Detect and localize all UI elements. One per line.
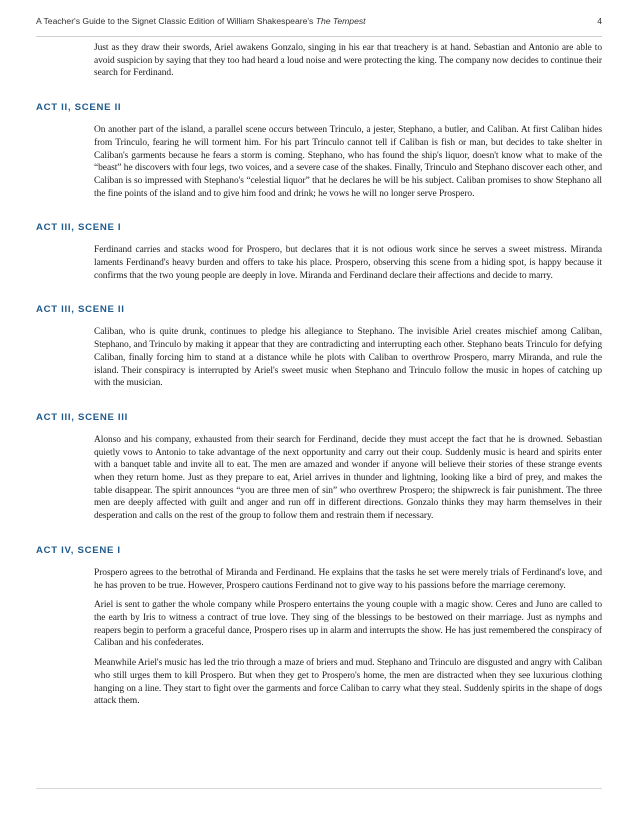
- summary-paragraph: On another part of the island, a parallel scene occurs between Trinculo, a jester, Stephano, a butler, and Caliban. At first Caliban hides from Trinculo, fearing he will torment him. For his part Trinculo cannot tell if Caliban is fish or man, but decides to take shelter in Caliban's garments because he fears a storm is coming. Stephano, who has found the ship's liquor, doesn't know what to make of the “beast” he discovers with four legs, two voices, and a severe case of the shakes. Finally, Trinculo and Stephano discover each other, and Caliban is so impressed with Stephano's “celestial liquor” that he declares he will be his subject. Caliban promises to show Stephano all the fine points of the island and to give him food and drink; he vows he will no longer serve Prospero.: [94, 125, 602, 199]
- section-act2-scene2: [36, 102, 602, 200]
- page-content: [36, 42, 602, 715]
- page-number: 4: [597, 16, 602, 26]
- section-heading: ACT III, SCENE III: [36, 411, 129, 423]
- footer-divider: [36, 788, 602, 789]
- intro-paragraph: Just as they draw their swords, Ariel awakens Gonzalo, singing in his ear that treachery is at hand. Sebastian and Antonio are able to avoid suspicion by saying that they too had heard a loud noise and were protecting the king. The company now decides to continue their search for Ferdinand.: [94, 43, 602, 79]
- section-act3-scene3: [36, 412, 602, 523]
- summary-paragraph: Alonso and his company, exhausted from their search for Ferdinand, decide they must accept the fact that he is drowned. Sebastian quietly vows to Antonio to take advantage of the next opportunity and carry out their coup. Suddenly music is heard and spirits enter with a banquet table and invite all to eat. The men are amazed and wonder if anyone will believe their stories of these strange events when they return home. Just as they prepare to eat, Ariel arrives in thunder and lightning, looking like a bird of prey, and makes the table disappear. The spirit announces “you are three men of sin” who overthrew Prospero; the shipwreck is fair punishment. The three men are deeply affected with guilt and anger and run off in different directions. Gonzalo thinks they may harm themselves in their desperation and calls on the rest of the group to follow them and restrain them if necessary.: [94, 434, 602, 522]
- section-act3-scene2: [36, 304, 602, 390]
- summary-paragraph: Prospero agrees to the betrothal of Miranda and Ferdinand. He explains that the tasks he set were merely trials of Ferdinand's love, and he has proven to be true. However, Prospero cautions Ferdinand not to give way to his passions before the marriage ceremony.: [94, 567, 602, 591]
- document-title: A Teacher's Guide to the Signet Classic Edition of William Shakespeare's The Tempest: [36, 16, 366, 26]
- play-title: The Tempest: [315, 16, 366, 26]
- summary-paragraph: Meanwhile Ariel's music has led the trio through a maze of briers and mud. Stephano and Trinculo are disgusted and angry with Caliban who still urges them to kill Prospero. But when they get to Prospero's home, the men are distracted when they see luxurious clothing hanging on a line. They start to fight over the garments and force Caliban to carry what they steal. Suddenly spirits in the shape of dogs attack them.: [94, 658, 602, 707]
- section-act4-scene1: [36, 545, 602, 708]
- summary-paragraph: Ariel is sent to gather the whole company while Prospero entertains the young couple with a magic show. Ceres and Juno are called to the earth by Iris to witness a contract of true love. They sing of the blessings to be bestowed on their marriage. Just as nymphs and reapers begin to perform a graceful dance, Prospero rises up in alarm and interrupts the show. He has just remembered the conspiracy of Caliban and his confederates.: [94, 600, 602, 649]
- summary-paragraph: Caliban, who is quite drunk, continues to pledge his allegiance to Stephano. The invisible Ariel creates mischief among Caliban, Stephano, and Trinculo by making it appear that they are contradicting and interrupting each other. Stephano beats Trinculo for defying Caliban, finally forcing him to stand at a distance while he plots with Caliban to overthrow Prospero, marry Miranda, and rule the island. Their conspiracy is interrupted by Ariel's sweet music when Stephano and Trinculo follow the music in hopes of catching up with the musician.: [94, 327, 602, 389]
- page-header: [36, 16, 602, 37]
- section-heading: ACT III, SCENE I: [36, 222, 122, 234]
- section-act3-scene1: [36, 222, 602, 282]
- section-heading: ACT II, SCENE II: [36, 102, 122, 114]
- section-heading: ACT III, SCENE II: [36, 304, 125, 316]
- summary-paragraph: Ferdinand carries and stacks wood for Prospero, but declares that it is not odious work since he serves a sweet mistress. Miranda laments Ferdinand's heavy burden and offers to take his place. Prospero, observing this scene from a hiding spot, is happy because it confirms that the two young people are deeply in love. Miranda and Ferdinand declare their affections and decide to marry.: [94, 245, 602, 281]
- section-heading: ACT IV, SCENE I: [36, 544, 121, 556]
